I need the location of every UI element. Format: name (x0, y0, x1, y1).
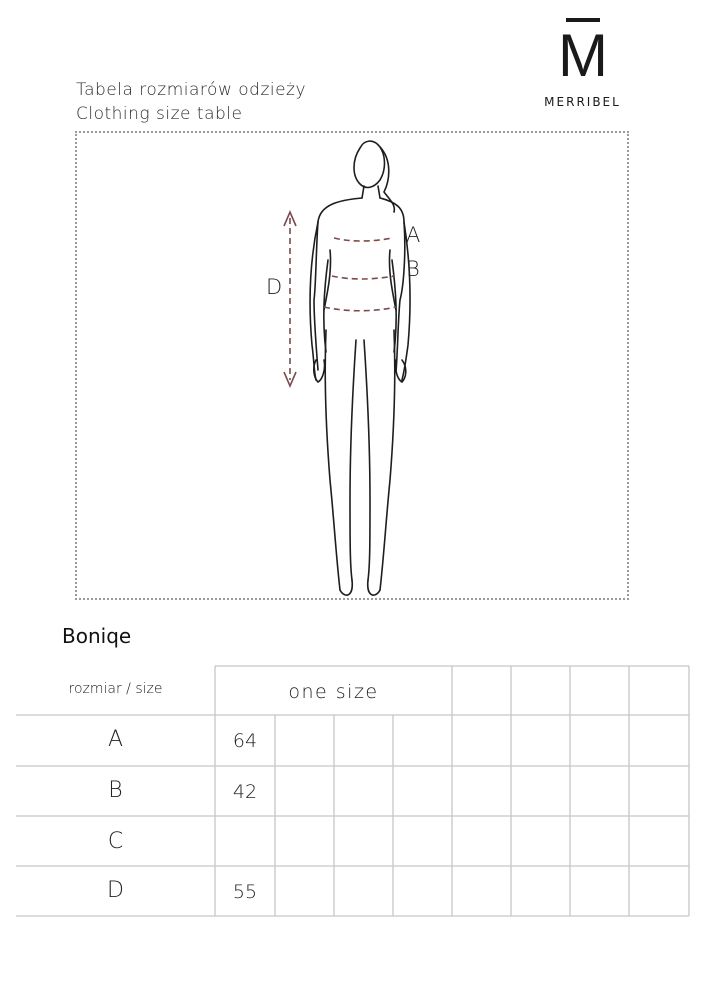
title-english: Clothing size table (76, 104, 243, 124)
title-polish: Tabela rozmiarów odzieży (76, 80, 307, 100)
logo-letter: M (558, 22, 608, 89)
table-row-label-c: C (107, 829, 124, 854)
table-header-label: rozmiar / size (68, 681, 163, 697)
measure-label-d: D (266, 275, 283, 299)
measure-label-b: B (406, 257, 420, 281)
measure-label-a: A (406, 223, 421, 247)
table-row-value-b: 42 (232, 781, 258, 803)
logo-wordmark: MERRIBEL (544, 95, 621, 109)
table-size-name: one size (288, 681, 379, 703)
table-row-value-a: 64 (232, 730, 258, 752)
table-row-value-d: 55 (232, 881, 258, 903)
table-row-label-a: A (107, 727, 124, 752)
table-row-label-b: B (108, 778, 123, 803)
table-row-label-d: D (107, 878, 124, 903)
product-name: Boniqe (62, 624, 132, 648)
